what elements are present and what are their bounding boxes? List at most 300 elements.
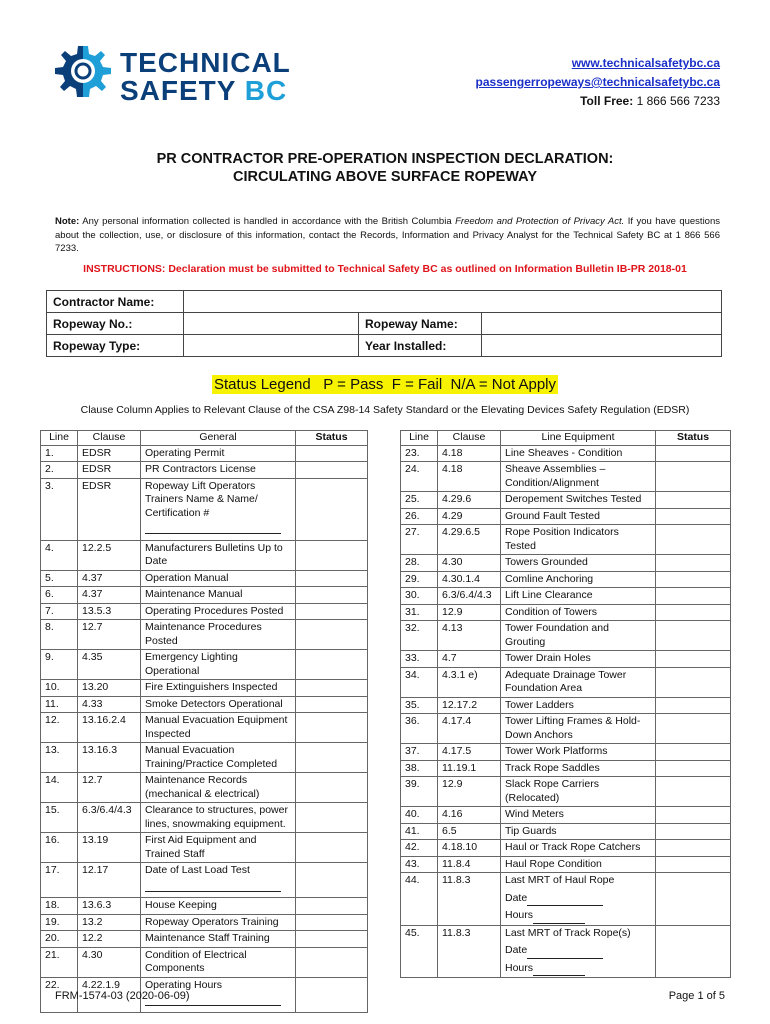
clause-ref: 4.35 xyxy=(78,650,141,680)
ropeway-name-label: Ropeway Name: xyxy=(359,313,482,335)
clause-ref: 13.20 xyxy=(78,680,141,697)
inspection-item xyxy=(141,696,296,713)
table-row xyxy=(401,555,731,572)
inspection-item-label: Wind Meters xyxy=(505,808,564,820)
status-cell[interactable] xyxy=(656,744,731,761)
inspection-item-label: Tower Work Platforms xyxy=(505,745,608,757)
date-label: Date xyxy=(505,891,528,904)
ropeway-no-field[interactable] xyxy=(184,313,359,335)
table-row xyxy=(41,462,368,479)
inspection-item xyxy=(501,588,656,605)
ropeway-name-field[interactable] xyxy=(482,313,722,335)
line-number: 15. xyxy=(41,803,78,833)
inspection-item-label: Operating Permit xyxy=(145,446,225,459)
table-row xyxy=(401,651,731,668)
clause-ref: 11.19.1 xyxy=(438,760,501,777)
clause-ref: 4.37 xyxy=(78,587,141,604)
clause-ref: 12.17 xyxy=(78,863,141,898)
inspection-item-label: Tower Foundation and Grouting xyxy=(505,622,609,648)
clause-ref: 11.8.4 xyxy=(438,856,501,873)
inspection-item xyxy=(141,478,296,540)
inspection-item xyxy=(141,620,296,650)
line-number: 32. xyxy=(401,621,438,651)
table-row xyxy=(401,777,731,807)
line-number: 37. xyxy=(401,744,438,761)
status-cell[interactable] xyxy=(296,478,368,540)
toll-free-label: Toll Free: xyxy=(580,94,634,108)
clause-ref: 4.30.1.4 xyxy=(438,571,501,588)
inspection-item xyxy=(501,744,656,761)
line-number: 11. xyxy=(41,696,78,713)
inspection-item-label: Emergency Lighting Operational xyxy=(145,651,238,677)
inspection-item xyxy=(141,650,296,680)
hours-field[interactable] xyxy=(505,909,651,924)
table-row xyxy=(401,697,731,714)
table-row xyxy=(41,478,368,540)
inspection-item-label: Tower Ladders xyxy=(505,698,574,711)
clause-ref: 4.29.6.5 xyxy=(438,525,501,555)
inspection-item xyxy=(141,863,296,898)
status-cell[interactable] xyxy=(296,696,368,713)
col-header-line: Line xyxy=(401,431,438,446)
inspection-item xyxy=(141,833,296,863)
clause-ref: 12.17.2 xyxy=(438,697,501,714)
note-text-2: If you have questions about the collection, use, or disclosure of this information, contact the Records, Information and Privacy Analyst for the Technical Safety BC at 1 866 566 7233. xyxy=(55,216,721,254)
table-row xyxy=(41,898,368,915)
table-row xyxy=(401,462,731,492)
status-cell[interactable] xyxy=(656,760,731,777)
page-title xyxy=(0,150,770,186)
inspection-item xyxy=(141,947,296,977)
inspection-item-label: Track Rope Saddles xyxy=(505,761,600,774)
table-row xyxy=(401,667,731,697)
clause-ref: 4.29 xyxy=(438,508,501,525)
line-number: 2. xyxy=(41,462,78,479)
table-row xyxy=(401,873,731,926)
status-cell[interactable] xyxy=(656,445,731,462)
status-cell[interactable] xyxy=(296,743,368,773)
inspection-item-label: Maintenance Records (mechanical & electrical) xyxy=(145,774,260,800)
hours-field[interactable] xyxy=(505,962,651,977)
line-number: 38. xyxy=(401,760,438,777)
line-number: 8. xyxy=(41,620,78,650)
clause-ref: 4.33 xyxy=(78,696,141,713)
status-cell[interactable] xyxy=(656,588,731,605)
col-header-status: Status xyxy=(656,431,731,446)
table-row xyxy=(401,445,731,462)
line-number: 21. xyxy=(41,947,78,977)
clause-ref: 4.16 xyxy=(438,807,501,824)
table-row xyxy=(401,714,731,744)
note-label: Note: xyxy=(55,216,80,227)
status-cell[interactable] xyxy=(656,856,731,873)
clause-ref: 13.16.3 xyxy=(78,743,141,773)
status-cell[interactable] xyxy=(296,462,368,479)
inspection-item-label: Rope Position Indicators Tested xyxy=(505,526,619,552)
table-row xyxy=(41,743,368,773)
clause-ref: 4.18 xyxy=(438,445,501,462)
table-row xyxy=(41,445,368,462)
inspection-item-label: Last MRT of Haul Rope xyxy=(505,874,615,886)
clause-ref: 4.30 xyxy=(438,555,501,572)
line-number: 27. xyxy=(401,525,438,555)
inspection-item xyxy=(501,525,656,555)
inspection-item-label: Lift Line Clearance xyxy=(505,589,593,601)
inspection-item-label: Tip Guards xyxy=(505,824,557,837)
clause-ref: 4.17.5 xyxy=(438,744,501,761)
table-row xyxy=(41,620,368,650)
status-cell[interactable] xyxy=(296,587,368,604)
line-number: 44. xyxy=(401,873,438,926)
line-number: 26. xyxy=(401,508,438,525)
table-row xyxy=(41,650,368,680)
clause-ref: 6.3/6.4/4.3 xyxy=(78,803,141,833)
clause-note: Clause Column Applies to Relevant Clause of the CSA Z98-14 Safety Standard or the Elevating Devices Safety Regulation (EDSR) xyxy=(80,404,690,416)
logo-text-bc: BC xyxy=(244,75,288,106)
inspection-item xyxy=(501,492,656,509)
status-cell[interactable] xyxy=(656,823,731,840)
table-row xyxy=(41,713,368,743)
line-number: 1. xyxy=(41,445,78,462)
inspection-item xyxy=(501,621,656,651)
table-row xyxy=(41,947,368,977)
inspection-item-label: PR Contractors License xyxy=(145,463,256,475)
clause-ref: 13.2 xyxy=(78,914,141,931)
line-number: 31. xyxy=(401,604,438,621)
inspection-item xyxy=(501,856,656,873)
clause-ref: 4.3.1 e) xyxy=(438,667,501,697)
clause-ref: 4.22.1.9 xyxy=(78,977,141,1012)
clause-ref: EDSR xyxy=(78,478,141,540)
website-link[interactable]: www.technicalsafetybc.ca xyxy=(571,56,720,70)
clause-ref: 12.7 xyxy=(78,773,141,803)
table-row xyxy=(41,773,368,803)
gear-icon xyxy=(50,40,116,110)
clause-ref: 4.13 xyxy=(438,621,501,651)
line-number: 41. xyxy=(401,823,438,840)
line-number: 19. xyxy=(41,914,78,931)
line-number: 36. xyxy=(401,714,438,744)
clause-ref: 13.19 xyxy=(78,833,141,863)
inspection-item xyxy=(141,713,296,743)
inspection-item xyxy=(501,667,656,697)
col-header-line-equipment: Line Equipment xyxy=(501,431,656,446)
table-row xyxy=(401,807,731,824)
inspection-item-label: First Aid Equipment and Trained Staff xyxy=(145,834,257,860)
status-cell[interactable] xyxy=(656,621,731,651)
inspection-item xyxy=(501,873,656,926)
table-row xyxy=(41,603,368,620)
table-row xyxy=(401,840,731,857)
status-cell[interactable] xyxy=(656,555,731,572)
status-cell[interactable] xyxy=(296,650,368,680)
technical-safety-bc-logo xyxy=(50,38,320,118)
hours-label: Hours xyxy=(505,961,534,974)
status-cell[interactable] xyxy=(296,603,368,620)
clause-ref: 13.5.3 xyxy=(78,603,141,620)
instructions: INSTRUCTIONS: Declaration must be submitted to Technical Safety BC as outlined on Information Bulletin IB-PR 2018-01 xyxy=(83,263,687,275)
line-number: 4. xyxy=(41,540,78,570)
status-cell[interactable] xyxy=(296,803,368,833)
email-link[interactable]: passengerropeways@technicalsafetybc.ca xyxy=(475,75,720,89)
clause-ref: 4.30 xyxy=(78,947,141,977)
inspection-item xyxy=(501,925,656,978)
line-number: 23. xyxy=(401,445,438,462)
line-number: 24. xyxy=(401,462,438,492)
inspection-item xyxy=(501,777,656,807)
status-cell[interactable] xyxy=(656,492,731,509)
inspection-item-label: Ropeway Lift Operators Trainers Name & Name/ Certification # xyxy=(145,479,258,519)
clause-ref: 12.7 xyxy=(78,620,141,650)
inspection-item xyxy=(501,697,656,714)
inspection-item xyxy=(501,840,656,857)
general-inspection-table xyxy=(40,430,368,1013)
status-cell[interactable] xyxy=(296,947,368,977)
status-cell[interactable] xyxy=(296,833,368,863)
status-cell[interactable] xyxy=(296,977,368,1012)
clause-ref: 12.2 xyxy=(78,931,141,948)
table-row xyxy=(41,680,368,697)
year-installed-field[interactable] xyxy=(482,335,722,357)
inspection-item xyxy=(501,807,656,824)
clause-ref: EDSR xyxy=(78,445,141,462)
line-number: 35. xyxy=(401,697,438,714)
date-field[interactable] xyxy=(505,892,651,907)
status-cell[interactable] xyxy=(656,508,731,525)
table-row xyxy=(401,760,731,777)
inspection-item xyxy=(141,803,296,833)
status-cell[interactable] xyxy=(296,620,368,650)
line-number: 29. xyxy=(401,571,438,588)
line-number: 18. xyxy=(41,898,78,915)
line-number: 43. xyxy=(401,856,438,873)
inspection-item xyxy=(141,445,296,462)
inspection-item xyxy=(141,743,296,773)
inspection-item-label: Tower Lifting Frames & Hold-Down Anchors xyxy=(505,715,641,741)
table-row xyxy=(401,508,731,525)
inspection-item xyxy=(501,555,656,572)
status-cell[interactable] xyxy=(656,840,731,857)
inspection-item-label: Haul Rope Condition xyxy=(505,857,602,870)
inspection-item-label: Last MRT of Track Rope(s) xyxy=(505,926,631,939)
status-cell[interactable] xyxy=(296,680,368,697)
inspection-item xyxy=(501,823,656,840)
line-number: 12. xyxy=(41,713,78,743)
inspection-item-label: Ground Fault Tested xyxy=(505,509,600,522)
clause-ref: 11.8.3 xyxy=(438,925,501,978)
inspection-item-label: Clearance to structures, power lines, snowmaking equipment. xyxy=(145,804,288,830)
table-row xyxy=(401,525,731,555)
inspection-item-label: Comline Anchoring xyxy=(505,572,594,585)
status-cell[interactable] xyxy=(656,807,731,824)
note-act: Freedom and Protection of Privacy Act. xyxy=(455,216,625,227)
status-cell[interactable] xyxy=(656,525,731,555)
form-number: FRM-1574-03 (2020-06-09) xyxy=(55,990,190,1002)
table-row xyxy=(401,571,731,588)
inspection-item xyxy=(501,604,656,621)
inspection-item xyxy=(501,714,656,744)
clause-ref: 4.37 xyxy=(78,570,141,587)
status-cell[interactable] xyxy=(296,713,368,743)
ropeway-type-field[interactable] xyxy=(184,335,359,357)
inspection-item-label: Line Sheaves - Condition xyxy=(505,446,623,459)
contractor-info-table xyxy=(46,290,722,357)
title-line-2: CIRCULATING ABOVE SURFACE ROPEWAY xyxy=(233,169,537,185)
status-cell[interactable] xyxy=(296,445,368,462)
clause-ref: 4.29.6 xyxy=(438,492,501,509)
status-cell[interactable] xyxy=(296,863,368,898)
inspection-item xyxy=(501,508,656,525)
line-number: 34. xyxy=(401,667,438,697)
status-cell[interactable] xyxy=(656,925,731,978)
inspection-item xyxy=(141,603,296,620)
table-row xyxy=(41,803,368,833)
status-cell[interactable] xyxy=(656,873,731,926)
inspection-item-label: Smoke Detectors Operational xyxy=(145,697,283,710)
status-cell[interactable] xyxy=(296,570,368,587)
status-cell[interactable] xyxy=(656,462,731,492)
status-cell[interactable] xyxy=(656,651,731,668)
table-row xyxy=(401,492,731,509)
clause-ref: 12.9 xyxy=(438,604,501,621)
inspection-item-label: Maintenance Procedures Posted xyxy=(145,621,262,647)
status-cell[interactable] xyxy=(296,931,368,948)
status-cell[interactable] xyxy=(296,773,368,803)
status-cell[interactable] xyxy=(296,914,368,931)
table-row xyxy=(41,570,368,587)
col-header-status: Status xyxy=(296,431,368,446)
inspection-item-label: Slack Rope Carriers (Relocated) xyxy=(505,778,599,804)
status-cell[interactable] xyxy=(656,604,731,621)
toll-free-number: 1 866 566 7233 xyxy=(636,94,720,108)
line-number: 42. xyxy=(401,840,438,857)
clause-ref: 13.16.2.4 xyxy=(78,713,141,743)
inspection-item-label: Manual Evacuation Equipment Inspected xyxy=(145,714,288,740)
status-cell[interactable] xyxy=(656,714,731,744)
line-number: 3. xyxy=(41,478,78,540)
clause-ref: 4.18 xyxy=(438,462,501,492)
table-row xyxy=(401,588,731,605)
inspection-item-label: Operating Procedures Posted xyxy=(145,604,284,617)
clause-ref: 4.18.10 xyxy=(438,840,501,857)
table-row xyxy=(41,863,368,898)
status-cell[interactable] xyxy=(656,571,731,588)
logo-text-safety: SAFETY xyxy=(120,75,236,106)
status-cell[interactable] xyxy=(296,898,368,915)
inspection-item xyxy=(141,773,296,803)
inspection-item-label: Adequate Drainage Tower Foundation Area xyxy=(505,668,627,694)
logo-text-safety-bc xyxy=(120,76,287,106)
inspection-item-label: Deropement Switches Tested xyxy=(505,493,642,505)
col-header-line: Line xyxy=(41,431,78,446)
line-number: 5. xyxy=(41,570,78,587)
status-cell[interactable] xyxy=(656,777,731,807)
status-cell[interactable] xyxy=(296,540,368,570)
table-row xyxy=(401,604,731,621)
year-installed-label: Year Installed: xyxy=(359,335,482,357)
table-row xyxy=(41,833,368,863)
inspection-item-label: Tower Drain Holes xyxy=(505,652,591,664)
ropeway-type-label: Ropeway Type: xyxy=(47,335,184,357)
inspection-item xyxy=(501,462,656,492)
inspection-item-label: Towers Grounded xyxy=(505,556,588,568)
clause-ref: 4.17.4 xyxy=(438,714,501,744)
col-header-clause: Clause xyxy=(78,431,141,446)
line-number: 9. xyxy=(41,650,78,680)
line-number: 25. xyxy=(401,492,438,509)
line-number: 10. xyxy=(41,680,78,697)
table-row xyxy=(41,696,368,713)
col-header-clause: Clause xyxy=(438,431,501,446)
page-number: Page 1 of 5 xyxy=(668,990,725,1002)
table-row xyxy=(401,925,731,978)
logo-text-technical: TECHNICAL xyxy=(120,47,291,78)
note-text-1: Any personal information collected is handled in accordance with the British Columbia xyxy=(82,216,452,227)
fill-in-line[interactable] xyxy=(145,878,291,897)
line-number: 28. xyxy=(401,555,438,572)
inspection-item xyxy=(501,651,656,668)
inspection-item xyxy=(141,570,296,587)
inspection-item xyxy=(141,462,296,479)
inspection-item xyxy=(141,587,296,604)
line-number: 6. xyxy=(41,587,78,604)
clause-ref: EDSR xyxy=(78,462,141,479)
status-cell[interactable] xyxy=(656,697,731,714)
table-row xyxy=(41,914,368,931)
inspection-item-label: Date of Last Load Test xyxy=(145,864,250,876)
date-label: Date xyxy=(505,944,528,956)
inspection-item-label: Ropeway Operators Training xyxy=(145,915,279,928)
clause-ref: 13.6.3 xyxy=(78,898,141,915)
table-row xyxy=(41,540,368,570)
table-row xyxy=(401,621,731,651)
inspection-item xyxy=(141,680,296,697)
inspection-item-label: Fire Extinguishers Inspected xyxy=(145,681,278,693)
fill-in-line[interactable] xyxy=(145,520,291,539)
line-number: 30. xyxy=(401,588,438,605)
line-number: 17. xyxy=(41,863,78,898)
inspection-item-label: Operation Manual xyxy=(145,571,229,584)
inspection-item-label: Maintenance Staff Training xyxy=(145,932,270,944)
clause-ref: 12.9 xyxy=(438,777,501,807)
inspection-item xyxy=(141,898,296,915)
inspection-item xyxy=(141,540,296,570)
line-number: 39. xyxy=(401,777,438,807)
date-field[interactable] xyxy=(505,944,651,959)
clause-ref: 12.2.5 xyxy=(78,540,141,570)
contact-info xyxy=(476,54,720,111)
table-row xyxy=(401,856,731,873)
line-number: 20. xyxy=(41,931,78,948)
inspection-item-label: Maintenance Manual xyxy=(145,588,243,600)
contractor-name-label: Contractor Name: xyxy=(47,291,184,313)
line-number: 22. xyxy=(41,977,78,1012)
clause-ref: 6.5 xyxy=(438,823,501,840)
inspection-item xyxy=(501,445,656,462)
line-number: 14. xyxy=(41,773,78,803)
line-number: 45. xyxy=(401,925,438,978)
inspection-item-label: House Keeping xyxy=(145,899,217,911)
status-cell[interactable] xyxy=(656,667,731,697)
contractor-name-field[interactable] xyxy=(184,291,722,313)
clause-ref: 6.3/6.4/4.3 xyxy=(438,588,501,605)
inspection-item xyxy=(501,571,656,588)
line-number: 16. xyxy=(41,833,78,863)
table-row xyxy=(41,931,368,948)
status-legend-text: Status Legend P = Pass F = Fail N/A = Not Apply xyxy=(214,376,556,393)
hours-label: Hours xyxy=(505,909,534,921)
line-equipment-table xyxy=(400,430,731,978)
